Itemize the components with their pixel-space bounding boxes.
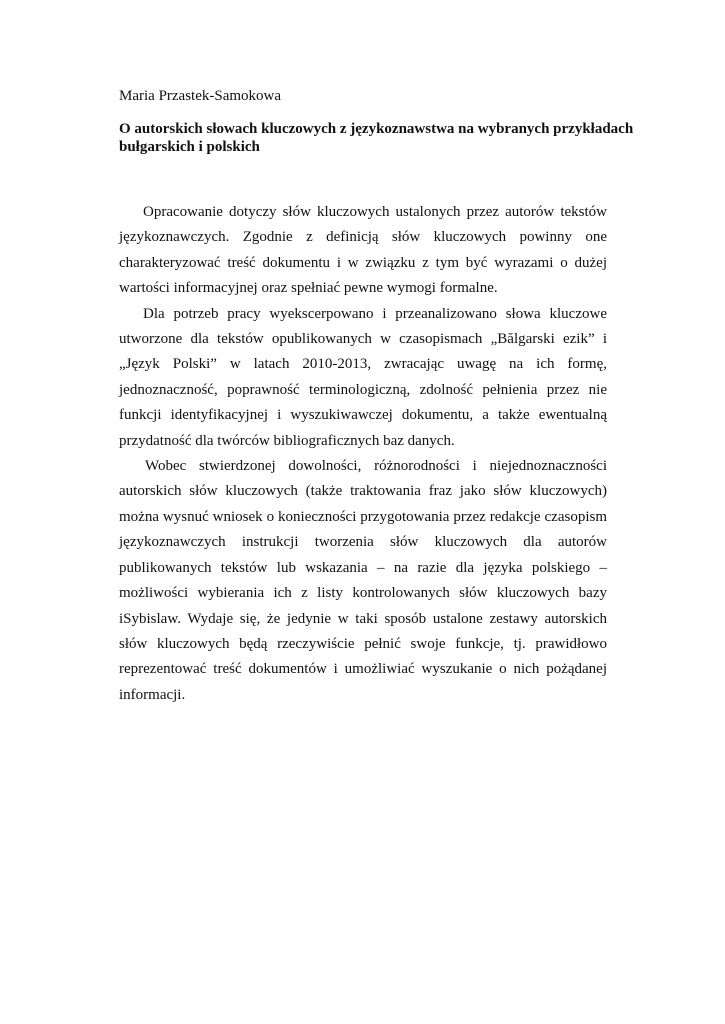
abstract-body bbox=[119, 200, 607, 708]
author-name: Maria Przastek-Samokowa bbox=[119, 88, 282, 104]
abstract-paragraph-3: Wobec stwierdzonej dowolności, różnorodności i niejednoznaczności autorskich słów kluczowych (także traktowania fraz jako słów kluczowych) można wysnuć wniosek o konieczności przygotowania przez redakcje czasopism językoznawczych instrukcji tworzenia słów kluczowych dla autorów publikowanych tekstów lub wskazania – na razie dla języka polskiego – możliwości wybierania ich z listy kontrolowanych słów kluczowych bazy iSybislaw. Wydaje się, że jedynie w taki sposób ustalone zestawy autorskich słów kluczowych będą rzeczywiście pełnić swoje funkcje, tj. prawidłowo reprezentować treść dokumentów i umożliwiać wyszukanie o nich pożądanej informacji. bbox=[119, 458, 607, 703]
article-title: O autorskich słowach kluczowych z językoznawstwa na wybranych przykładach bułgarskich i polskich bbox=[119, 121, 634, 155]
abstract-paragraph-2: Dla potrzeb pracy wyekscerpowano i przeanalizowano słowa kluczowe utworzone dla tekstów opublikowanych w czasopismach „Bălgarski ezik” i „Język Polski” w latach 2010-2013, zwracając uwagę na ich formę, jednoznaczność, poprawność terminologiczną, zdolność pełnienia przez nie funkcji identyfikacyjnej i wyszukiwawczej dokumentu, a także ewentualną przydatność dla twórców bibliograficznych baz danych. bbox=[119, 305, 607, 449]
abstract-paragraph-1: Opracowanie dotyczy słów kluczowych ustalonych przez autorów tekstów językoznawczych. Zgodnie z definicją słów kluczowych powinny one charakteryzować treść dokumentu i w związku z tym być wyrazami o dużej wartości informacyjnej oraz spełniać pewne wymogi formalne. bbox=[119, 204, 607, 297]
